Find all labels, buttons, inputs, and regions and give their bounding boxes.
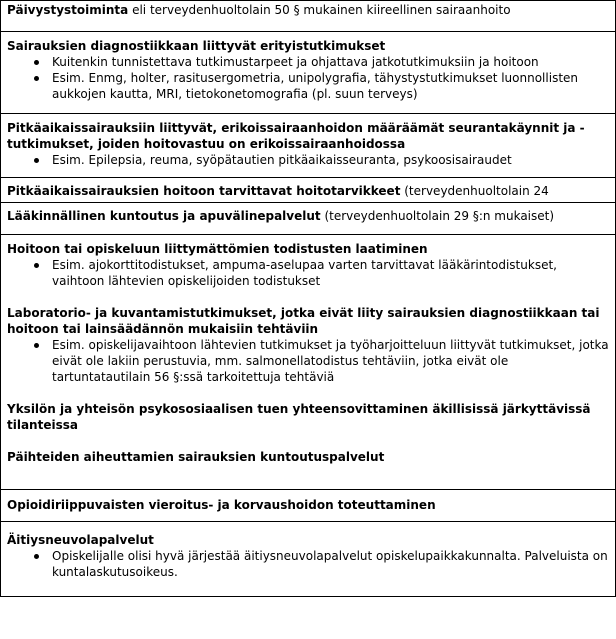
row-title: Äitiysneuvolapalvelut <box>7 533 154 547</box>
bullet-list <box>7 54 609 102</box>
list-item: Esim. ajokorttitodistukset, ampuma-aselupaa varten tarvittavat lääkärintodistukset, vaihtoon lähtevien opiskelijoiden todistukset <box>32 257 609 289</box>
section-title-certificates: Hoitoon tai opiskeluun liittymättömien todistusten laatiminen <box>7 242 428 256</box>
list-item: Esim. Epilepsia, reuma, syöpätautien pitkäaikaisseuranta, psykoosisairaudet <box>32 152 609 168</box>
row-text: eli terveydenhuoltolain 50 § mukainen kiireellinen sairaanhoito <box>128 3 511 17</box>
section-title-substance-rehab: Päihteiden aiheuttamien sairauksien kuntoutuspalvelut <box>7 450 385 464</box>
list-item: Esim. Enmg, holter, rasitusergometria, unipolygrafia, tähystystutkimukset luonnollisten aukkojen kautta, MRI, tietokonetomografia (pl. suun terveys) <box>32 70 609 102</box>
section-title-lab-imaging: Laboratorio- ja kuvantamistutkimukset, jotka eivät liity sairauksien diagnostiikkaan tai hoitoon tai lainsäädännön mukaisiin tehtäviin <box>7 306 600 336</box>
list-item: Opiskelijalle olisi hyvä järjestää äitiysneuvolapalvelut opiskelupaikkakunnalta. Palveluista on kuntalaskutusoikeus. <box>32 548 609 580</box>
list-item: Esim. opiskelijavaihtoon lähtevien tutkimukset ja työharjoitteluun liittyvät tutkimukset, jotka eivät ole lakiin perustuvia, mm. salmonellatodistus tehtäviin, jotka eivät ole tartuntatautilain 56 §:ssä tarkoitettuja tehtäviä <box>32 337 609 385</box>
row-care-supplies <box>1 177 615 202</box>
row-excluded-services <box>1 234 615 489</box>
bullet-list <box>7 337 609 385</box>
row-diagnostic-tests <box>1 31 615 113</box>
bullet-list <box>7 152 609 168</box>
row-title: Sairauksien diagnostiikkaan liittyvät erityistutkimukset <box>7 39 386 53</box>
list-item: Kuitenkin tunnistettava tutkimustarpeet ja ohjattava jatkotutkimuksiin ja hoitoon <box>32 54 609 70</box>
row-title: Pitkäaikaissairauksiin liittyvät, erikoissairaanhoidon määräämät seurantakäynnit ja -tutkimukset, joiden hoitovastuu on erikoissairaanhoidossa <box>7 121 585 151</box>
bullet-list <box>7 548 609 580</box>
row-chronic-followup <box>1 113 615 177</box>
row-title: Pitkäaikaissairauksien hoitoon tarvittavat hoitotarvikkeet <box>7 184 401 198</box>
row-text: (terveydenhuoltolain 29 §:n mukaiset) <box>320 209 555 223</box>
section-title-psychosocial: Yksilön ja yhteisön psykososiaalisen tuen yhteensovittaminen äkillisissä järkyttävissä tilanteissa <box>7 402 591 432</box>
row-title: Opioidiriippuvaisten vieroitus- ja korvaushoidon toteuttaminen <box>7 498 436 512</box>
row-rehabilitation <box>1 202 615 234</box>
row-title: Päivystystoiminta <box>7 3 129 17</box>
row-title: Lääkinnällinen kuntoutus ja apuvälinepalvelut <box>7 209 321 223</box>
bullet-list <box>7 257 609 289</box>
row-text: (terveydenhuoltolain 24 <box>400 184 549 198</box>
row-opioid-treatment <box>1 489 615 521</box>
row-emergency-care <box>1 0 615 31</box>
row-maternity-clinic <box>1 521 615 596</box>
